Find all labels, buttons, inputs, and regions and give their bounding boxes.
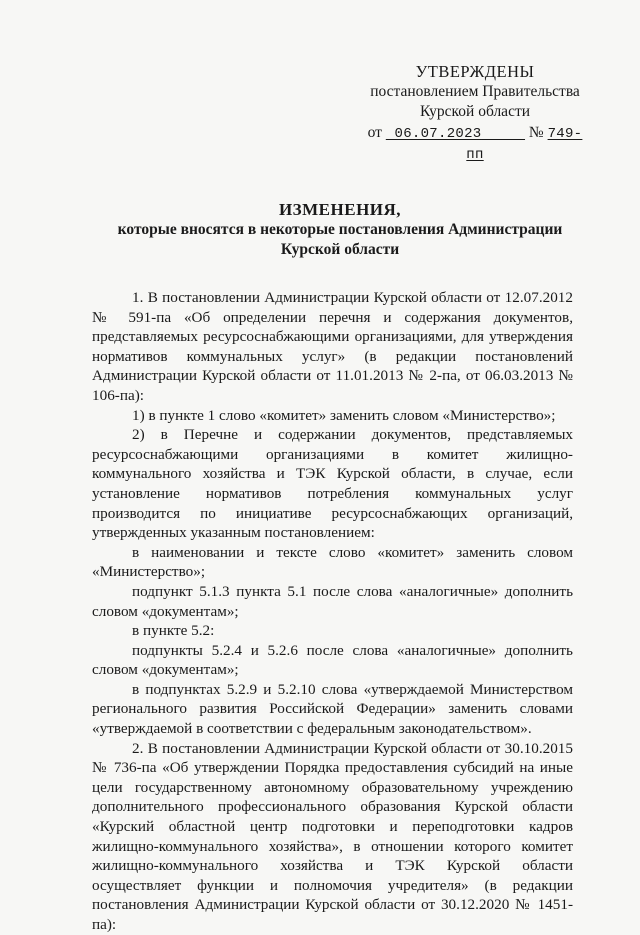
paragraph-1-item-2-c: в пункте 5.2: — [132, 622, 215, 640]
paragraph-1: 1. В постановлении Администрации Курской области от 12.07.2012 № 591-па «Об определении перечня и содержания документов, представляемых ресурсоснабжающими организациями, для утверждения нормативов коммунальных услуг» (в редакции постановлений Администрации Курской области от 11.01.2013 № 2-па, от 06.03.2013 № 106-па): — [92, 289, 573, 404]
paragraph-2: 2. В постановлении Администрации Курской области от 30.10.2015 № 736-па «Об утверждении Порядка предоставления субсидий на иные цели государственному автономному образовательному учреждению дополнительного профессионального образования Курской области «Курский областной центр подготовки и переподготовки кадров жилищно-коммунального хозяйства», в отношении которого комитет жилищно-коммунального хозяйства и ТЭК Курской области осуществляет функции и полномочия учредителя» (в редакции постановления Администрации Курской области от 30.12.2020 № 1451-па): — [92, 739, 573, 933]
number-prefix: № — [528, 124, 544, 141]
paragraph-1-item-2-e: в подпунктах 5.2.9 и 5.2.10 слова «утверждаемой Министерством регионального развития Российской Федерации» заменить словами «утверждаемой в соответствии с федеральным законодательством». — [92, 680, 573, 738]
document-heading — [100, 200, 580, 260]
document-body — [92, 288, 573, 935]
approval-date-line — [360, 123, 590, 165]
paragraph-1-item-1: 1) в пункте 1 слово «комитет» заменить словом «Министерство»; — [132, 406, 556, 424]
paragraph-1-item-2-b: подпункт 5.1.3 пункта 5.1 после слова «аналогичные» дополнить словом «документам»; — [92, 582, 573, 620]
heading-title: ИЗМЕНЕНИЯ, — [278, 200, 402, 219]
approval-line-2: Курской области — [419, 103, 531, 120]
approval-line-1: постановлением Правительства — [370, 83, 580, 100]
date-prefix: от — [367, 124, 382, 141]
paragraph-1-item-2: 2) в Перечне и содержании документов, представляемых ресурсоснабжающими организациями в комитет жилищно-коммунального хозяйства и ТЭК Курской области, в случае, если установление нормативов потребления коммунальных услуг производится по инициативе ресурсоснабжающих организаций, утвержденных указанным постановлением: — [92, 426, 573, 542]
paragraph-1-item-2-a: в наименовании и тексте слово «комитет» заменить словом «Министерство»; — [92, 543, 573, 581]
paragraph-1-item-2-d: подпункты 5.2.4 и 5.2.6 после слова «аналогичные» дополнить словом «документам»; — [92, 641, 573, 679]
approval-date: 06.07.2023 — [394, 126, 482, 142]
approval-stamp-block — [360, 62, 590, 165]
approval-number: 749-пп — [466, 126, 583, 163]
heading-subtitle: которые вносятся в некоторые постановления Администрации Курской области — [117, 221, 563, 258]
approval-title: УТВЕРЖДЕНЫ — [415, 62, 535, 81]
